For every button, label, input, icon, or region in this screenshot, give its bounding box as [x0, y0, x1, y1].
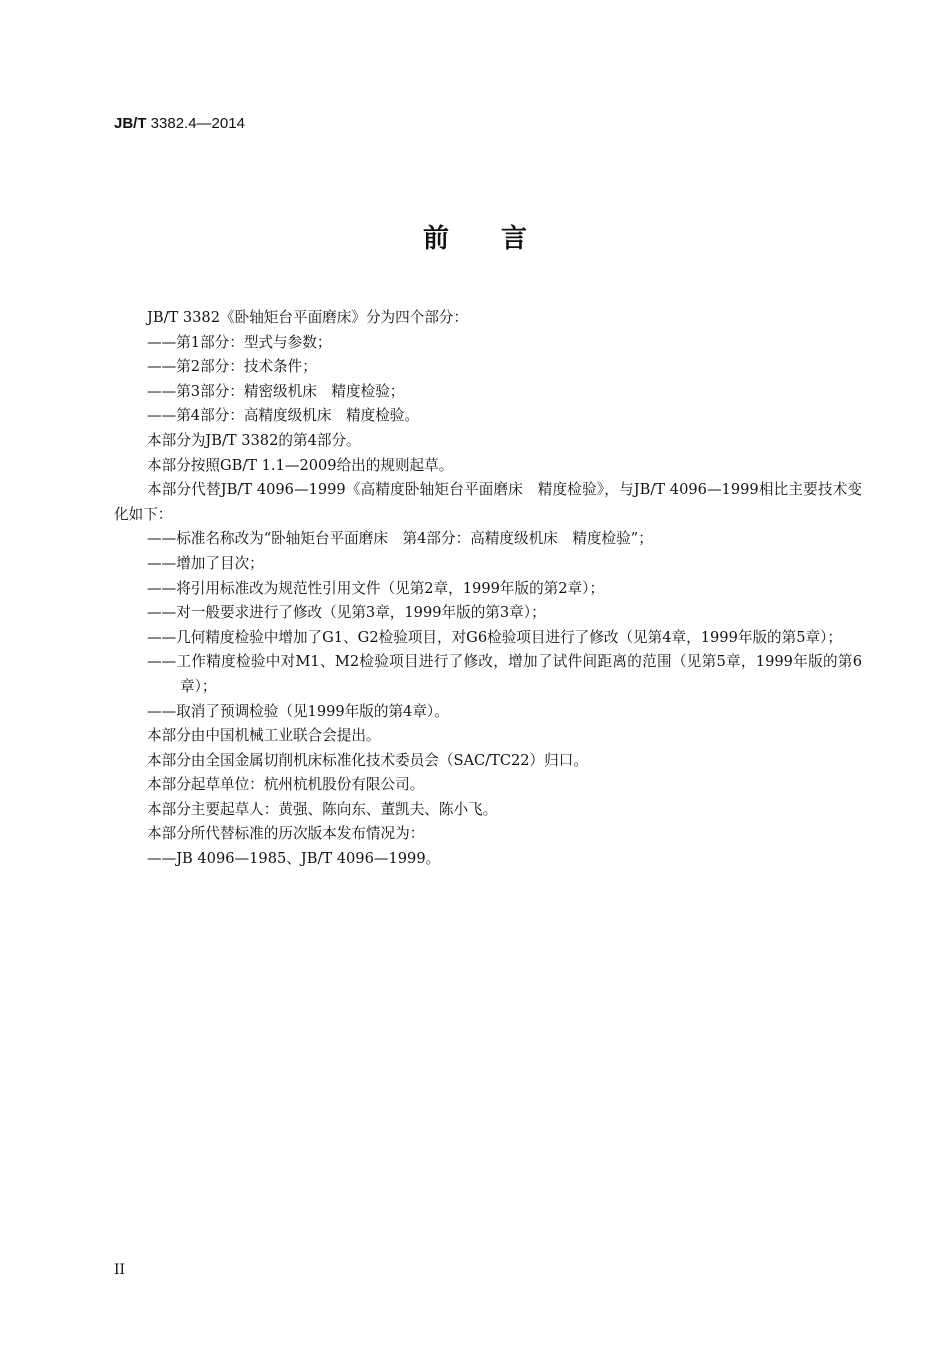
- page-title: 前言: [422, 224, 579, 254]
- paragraph-administrator: 本部分由全国金属切削机床标准化技术委员会（SAC/TC22）归口。: [147, 751, 588, 769]
- page-number: II: [114, 1262, 126, 1278]
- paragraph-intro: JB/T 3382《卧轴矩台平面磨床》分为四个部分：: [147, 309, 469, 326]
- standard-code: [114, 115, 245, 132]
- paragraph-part-statement: 本部分为JB/T 3382的第4部分。: [147, 431, 361, 449]
- change-item: ——将引用标准改为规范性引用文件（见第2章，1999年版的第2章）；: [147, 579, 605, 597]
- change-item: ——对一般要求进行了修改（见第3章，1999年版的第3章）；: [147, 604, 546, 622]
- list-item-part-1: ——第1部分：型式与参数；: [147, 333, 332, 351]
- change-item: ——几何精度检验中增加了G1、G2检验项目，对G6检验项目进行了修改（见第4章，1999年版的第5章）；: [147, 628, 842, 646]
- change-item: ——取消了预调检验（见1999年版的第4章）。: [147, 702, 449, 720]
- change-item: ——增加了目次；: [147, 554, 264, 572]
- paragraph-replacement: 本部分代替JB/T 4096—1999《高精度卧轴矩台平面磨床 精度检验》，与JB/T 4096—1999相比主要技术变化如下：: [114, 481, 862, 523]
- list-item-part-4: ——第4部分：高精度级机床 精度检验。: [147, 407, 419, 425]
- standard-code-number: 3382.4—2014: [146, 115, 245, 132]
- paragraph-drafting-unit: 本部分起草单位：杭州杭机股份有限公司。: [147, 776, 425, 794]
- paragraph-drafters: 本部分主要起草人：黄强、陈向东、董凯夫、陈小飞。: [147, 800, 498, 818]
- list-item-part-2: ——第2部分：技术条件；: [147, 358, 317, 376]
- foreword-body: [114, 306, 862, 872]
- standard-code-prefix: JB/T: [114, 115, 147, 132]
- list-item-part-3: ——第3部分：精密级机床 精度检验；: [147, 382, 405, 400]
- paragraph-drafting-rules: 本部分按照GB/T 1.1—2009给出的规则起草。: [147, 456, 454, 474]
- paragraph-version-history: 本部分所代替标准的历次版本发布情况为：: [147, 825, 425, 843]
- change-item: ——标准名称改为“卧轴矩台平面磨床 第4部分：高精度级机床 精度检验”；: [147, 530, 653, 548]
- paragraph-proposer: 本部分由中国机械工业联合会提出。: [147, 727, 381, 745]
- change-item: ——工作精度检验中对M1、M2检验项目进行了修改，增加了试件间距离的范围（见第5章，1999年版的第6章）；: [147, 653, 862, 695]
- list-item-previous-versions: ——JB 4096—1985、JB/T 4096—1999。: [147, 850, 441, 868]
